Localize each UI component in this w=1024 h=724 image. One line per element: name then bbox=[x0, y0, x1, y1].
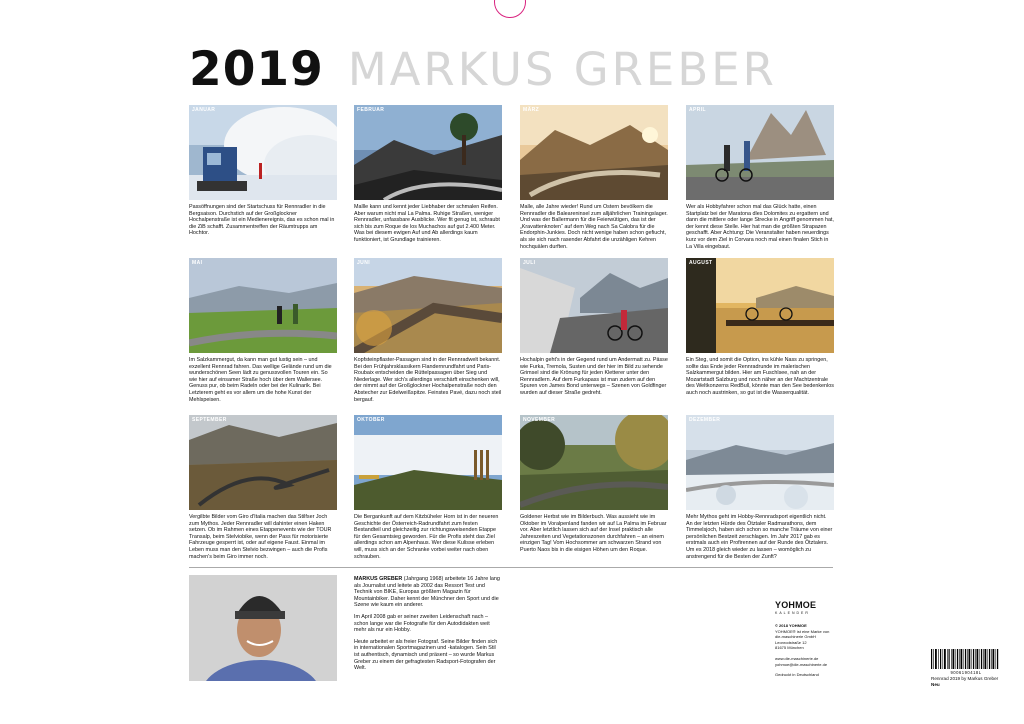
barcode-number: 9006190418L bbox=[950, 670, 982, 675]
photographer-name: MARKUS GREBER bbox=[347, 43, 777, 96]
month-description: Malle, alle Jahre wieder! Rund um Ostern bevölkern die Rennradler die Baleareninsel zum alljährlichen Trainingslager. Und was der Ballermann für die Feierwütigen, das ist der „Kravattenknoten“ auf dem Weg nach Sa Calobra für die Endorphin-Junkies. Doch nicht wenige haben schon gefiucht, als sie sich nach rasender Abfahrt die unzähligen Kehren hochquälen durften. bbox=[520, 204, 668, 250]
month-description: Goldener Herbst wie im Bilderbuch. Was aussieht wie im Oktober im Voralpenland fanden wir auf La Palma im Februar vor. Aber letztlich lassen sich auf der Insel praktisch alle Jahreszeiten und Vegetationszonen durchfahren – an einem einzigen Tag! Vom Hochsommer am schwarzen Strand von Puerto Naos bis in die eisigen Höhen um den Roque. bbox=[520, 514, 667, 553]
printed-in: Gedruckt in Deutschland bbox=[775, 672, 819, 678]
publisher-email: yohmoe@die-maschinerie.de bbox=[775, 661, 828, 667]
month-label: MÄRZ bbox=[523, 107, 540, 113]
month-photo bbox=[189, 105, 337, 200]
month-description: Mehr Mythos geht im Hobby-Rennradsport eigentlich nicht. An der letzten Hürde des Ötztaler Radmarathons, dem Timmelsjoch, haben sich schon so manche Träume von einer persönlichen Bestzeit zerschlagen. Im Jahr 2017 gab es erstmals auch ein Profirennen auf der Runde des Ötztalers. Um es 2018 gleich wieder zu lassen – womöglich zu anstrengend für die Besten der Zunft? bbox=[686, 514, 833, 560]
bio-name: MARKUS GREBER bbox=[354, 576, 403, 582]
month-february bbox=[354, 105, 502, 244]
month-photo bbox=[686, 258, 834, 353]
month-photo bbox=[354, 415, 502, 510]
calendar-header bbox=[189, 44, 839, 96]
month-description: Vergilbte Bilder vom Giro d'Italia machen das Stilfser Joch zum Mythos. Jeder Rennradler will dahinter einen Haken setzen. Ob im Rahmen eines Etappenevents wie der TOUR Transalp, beim Stelviobike, wenn der Pass für motorisierte Fahrzeuge gesperrt ist, oder auf eigene Faust. Einmal im Leben muss man den Stelvio bezwingen – auch die Profis machen's beim Giro immer noch. bbox=[189, 514, 332, 560]
month-july bbox=[520, 258, 668, 397]
month-photo bbox=[686, 415, 834, 510]
month-december bbox=[686, 415, 834, 560]
month-label: JULI bbox=[523, 260, 536, 266]
month-september bbox=[189, 415, 337, 560]
month-description: Kopfsteinpflaster-Passagen sind in der Rennradwelt bekannt. Bei den Frühjahrsklassikern Flandernrundfahrt und Paris-Roubaix entscheiden die Rüttelpassagen über Sieg und Niederlage. Wer sich's allerdings verschärft einschenken will, der nimmt auf der Großglockner Hochalpenstraße noch den Abstecher zur Edelweißspitze. Feinstes Pavé, dazu noch steil bergauf. bbox=[354, 357, 502, 403]
bio-paragraph: Im April 2008 gab er seiner zweiten Leidenschaft nach – schon lange war die Fotografie für den Autodidakten weit mehr als nur ein Hobby. bbox=[354, 613, 490, 634]
month-label: JANUAR bbox=[192, 107, 216, 113]
month-october bbox=[354, 415, 502, 560]
publisher-line: YOHMOE® ist eine Marke von bbox=[775, 628, 830, 634]
month-description: Mallle kann und kennt jeder Liebhaber der schmalen Reifen. Aber warum nicht mal La Palma. Ruhige Straßen, weniger Rennradler, unfassbare Ausblicke. Wer fit genug ist, schraubt sich bis zum Roque de los Muchachos auf gut 2.400 Meter. Was bei diesem ewigen Auf und Ab allerdings kaum funktioniert, ist Grundlage trainieren. bbox=[354, 204, 500, 243]
month-label: APRIL bbox=[689, 107, 706, 113]
month-june bbox=[354, 258, 502, 403]
bio-text: (Jahrgang 1968) arbeitete 16 Jahre lang als Journalist und leitete ab 2002 das Ressort Test und Technik von BIKE, Europas größtem Magazin für Mountainbiker. Daher kennt der Münchner den Sport und die Szene wie kaum ein anderer. bbox=[354, 576, 500, 609]
month-photo bbox=[520, 258, 668, 353]
publisher-line: © 2018 YOHMOE bbox=[775, 623, 807, 628]
calendar-year: 2019 bbox=[189, 42, 324, 97]
month-description: Hochalpin geht's in der Gegend rund um Andermatt zu. Pässe wie Furka, Tremola, Susten und der hier im Bild zu sehende Grimsel sind die Krönung für jeden Kletterer unter den Rennradlern. Auf dem Furkapass ist man zudem auf den Spuren von James Bond unterwegs – Szenen von Goldfinger wurden auf dieser Straße gedreht. bbox=[520, 357, 668, 396]
bio-paragraph: Heute arbeitet er als freier Fotograf. Seine Bilder finden sich in internationalen Sportmagazinen und -katalogen. Sein Stil ist authentisch, dynamisch und präsent – so wurde Markus Greber zu einem der gefragtesten Radsport-Fotografen der Welt. bbox=[354, 638, 498, 672]
month-description: Wer als Hobbyfahrer schon mal das Glück hatte, einen Startplatz bei der Maratona dles Dolomites zu ergattern und dann die mittlere oder lange Strecke in Angriff genommen hat, der kennt diese Stelle. Hier hat man die größten Strapazen geschafft. Aber Achtung: Die Veranstalter haben neuerdings kurz vor dem Ziel in Corvara noch mal einen finalen Stich in La Villa eingebaut. bbox=[686, 204, 834, 250]
barcode bbox=[931, 649, 999, 669]
month-photo bbox=[354, 258, 502, 353]
publisher-line: 81675 München bbox=[775, 645, 804, 651]
month-label: DEZEMBER bbox=[689, 417, 721, 423]
photographer-bio bbox=[354, 576, 502, 677]
publisher-logo: YOHMOE bbox=[775, 600, 817, 610]
month-description: Die Bergankunft auf dem Kitzbüheler Horn ist in der neueren Geschichte der Österreich-Radrundfahrt zum festen Bestandteil und gleichzeitig zur richtungsweisenden Etappe für den Gesamtsieg geworden. Für die Profis steht das Ziel allerdings schon am Alpenhaus. Wer diese Kulisse erleben will, muss sich an der Schranke vorbei weiter nach oben schrauben. bbox=[354, 514, 499, 560]
month-label: JUNI bbox=[357, 260, 370, 266]
publisher-line: Leonrodstraße 12 bbox=[775, 639, 807, 645]
month-january bbox=[189, 105, 337, 237]
month-may bbox=[189, 258, 337, 403]
month-label: AUGUST bbox=[689, 260, 713, 266]
publisher-web: www.die-maschinerie.de bbox=[775, 655, 819, 661]
product-info bbox=[931, 676, 1021, 688]
month-label: MAI bbox=[192, 260, 203, 266]
month-march bbox=[520, 105, 668, 250]
publisher-line: die-maschinerie GmbH bbox=[775, 634, 816, 640]
bio-paragraph bbox=[354, 576, 502, 609]
month-photo bbox=[520, 415, 668, 510]
month-photo bbox=[189, 415, 337, 510]
month-photo bbox=[686, 105, 834, 200]
month-description: Im Salzkammergut, da kann man gut lustig sein – und exzellent Rennrad fahren. Das wellige Gelände rund um die wunderschönen Seen lädt zu genussvollen Touren ein. So wie hier auf einsamer Straße hoch über dem Wallersee. Genuss pur, ob beim Radeln oder bei der Kulinarik. Bei Letzterem geht es vor allem um die hohe Kunst der Mehlspeisen. bbox=[189, 357, 332, 403]
publisher-logo-sub: KALENDER bbox=[775, 611, 810, 615]
month-photo bbox=[189, 258, 337, 353]
month-photo bbox=[354, 105, 502, 200]
product-title: Rennrad 2019 by Markus Greber bbox=[931, 676, 999, 681]
product-tag: Neu bbox=[931, 681, 940, 687]
month-label: SEPTEMBER bbox=[192, 417, 227, 423]
publisher-info bbox=[775, 601, 845, 678]
hanging-hole bbox=[494, 0, 526, 18]
month-description: Passöffnungen sind der Startschuss für Rennradler in die Bergsaison. Durchstich auf der Großglockner Hochalpenstraße ist ein Medienereignis, das es schon mal in die ZiB schafft. Zusammentreffen der Räumtrupps am Hochtor. bbox=[189, 204, 335, 237]
month-label: NOVEMBER bbox=[523, 417, 556, 423]
month-label: OKTOBER bbox=[357, 417, 385, 423]
month-april bbox=[686, 105, 834, 250]
month-august bbox=[686, 258, 834, 397]
photographer-portrait bbox=[189, 575, 337, 681]
month-description: Ein Steg, und somit die Option, ins kühle Nass zu springen, sollte das Ende jeder Rennradrunde im malerischen Salzkammergut bilden. Hier am Fuschlsee, nah an der Mozartstadt Salzburg und noch näher an der Machtzentrale des Weltkonzerns RedBull, könnte man den See bedenkenlos auch noch austrinken, so gut ist die Wasserqualität. bbox=[686, 357, 834, 396]
divider bbox=[189, 567, 833, 568]
month-label: FEBRUAR bbox=[357, 107, 385, 113]
month-photo bbox=[520, 105, 668, 200]
month-november bbox=[520, 415, 668, 554]
